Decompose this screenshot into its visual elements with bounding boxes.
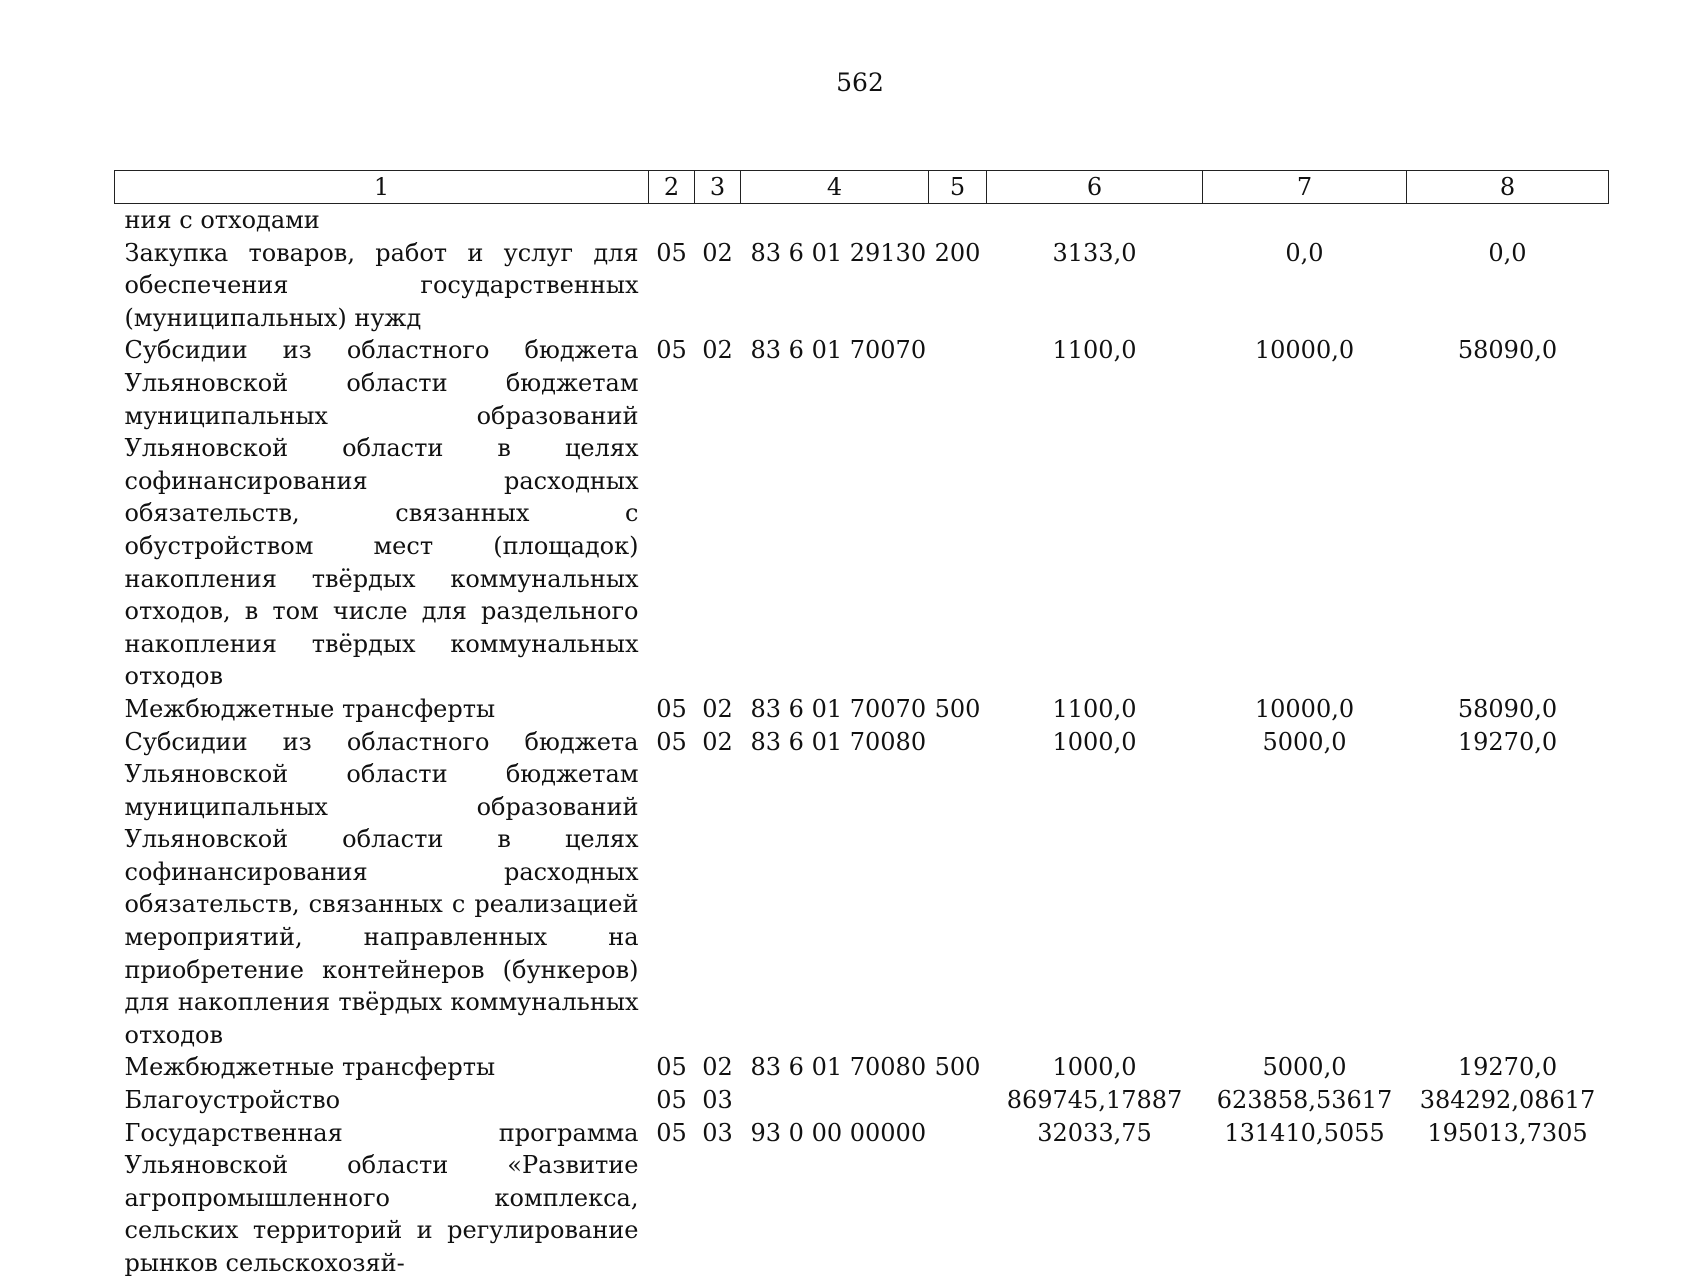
- row-amount-7: 0,0: [1285, 238, 1324, 267]
- row-target-code: 83 6 01 70070: [750, 694, 927, 723]
- row-amount-8: 0,0: [1488, 238, 1527, 267]
- row-amount-7: 5000,0: [1262, 727, 1347, 756]
- row-name: Субсидии из областного бюджета Ульяновской области бюджетам муниципальных образований Ульяновской области в целях софинансирования расходных обязательств, связанных с реализацией мероприятий, направленных на приобретение контейнеров (бункеров) для накопления твёрдых коммунальных отходов: [124, 727, 639, 1049]
- header-cell-1: 1: [115, 171, 649, 204]
- row-expense-type: 500: [934, 1053, 981, 1082]
- row-target-code: 83 6 01 70070: [750, 336, 927, 365]
- row-section: 05: [656, 238, 687, 267]
- table-row: [115, 1117, 1609, 1280]
- table-header: [115, 171, 1609, 204]
- row-target-code: 83 6 01 70080: [750, 1053, 927, 1082]
- row-amount-8: 58090,0: [1457, 694, 1558, 723]
- row-name: Благоустройство: [124, 1086, 341, 1115]
- row-section: 05: [656, 1053, 687, 1082]
- row-name: Закупка товаров, работ и услуг для обеспечения государственных (муниципальных) нужд: [124, 238, 639, 332]
- budget-table: [114, 170, 1609, 1280]
- row-amount-8: [1407, 204, 1609, 237]
- row-name: Государственная программа Ульяновской области «Развитие агропромышленного комплекса, сельских территорий и регулирование рынков сельскохозяй-: [124, 1118, 639, 1277]
- row-amount-8: 195013,7305: [1427, 1118, 1588, 1147]
- row-target-code: 83 6 01 29130: [750, 238, 927, 267]
- row-expense-type: [929, 726, 987, 1052]
- row-amount-6: 1000,0: [1052, 1053, 1137, 1082]
- table-body: [115, 204, 1609, 1280]
- header-cell-4: 4: [741, 171, 929, 204]
- row-expense-type: [929, 1117, 987, 1280]
- table-row: [115, 726, 1609, 1052]
- row-name: Субсидии из областного бюджета Ульяновской области бюджетам муниципальных образований Ульяновской области в целях софинансирования расходных обязательств, связанных с обустройством мест (площадок) накопления твёрдых коммунальных отходов, в том числе для раздельного накопления твёрдых коммунальных отходов: [124, 336, 639, 691]
- table-row: [115, 1051, 1609, 1084]
- page-number: 562: [836, 68, 884, 97]
- row-name: Межбюджетные трансферты: [124, 1053, 496, 1082]
- row-name: ния с отходами: [124, 206, 320, 234]
- row-subsection: 02: [702, 336, 733, 365]
- row-subsection: 02: [702, 727, 733, 756]
- row-subsection: 03: [702, 1086, 733, 1115]
- row-target-code: [741, 204, 929, 237]
- row-subsection: 02: [702, 694, 733, 723]
- row-amount-6: 1100,0: [1052, 694, 1137, 723]
- row-amount-6: [987, 204, 1203, 237]
- row-section: 05: [656, 727, 687, 756]
- row-amount-6: 869745,17887: [1006, 1086, 1183, 1115]
- table-row: [115, 1084, 1609, 1117]
- row-amount-8: 19270,0: [1457, 727, 1558, 756]
- header-cell-3: 3: [695, 171, 741, 204]
- row-amount-8: 384292,08617: [1419, 1086, 1596, 1115]
- header-cell-2: 2: [649, 171, 695, 204]
- row-amount-8: 58090,0: [1457, 336, 1558, 365]
- header-cell-8: 8: [1407, 171, 1609, 204]
- header-row: [115, 171, 1609, 204]
- header-cell-6: 6: [987, 171, 1203, 204]
- table-row: [115, 204, 1609, 237]
- header-cell-7: 7: [1203, 171, 1407, 204]
- row-target-code: 83 6 01 70080: [750, 727, 927, 756]
- row-amount-8: 19270,0: [1457, 1053, 1558, 1082]
- row-amount-7: 623858,53617: [1216, 1086, 1393, 1115]
- row-expense-type: [929, 1084, 987, 1117]
- row-amount-7: [1203, 204, 1407, 237]
- row-amount-6: 1100,0: [1052, 336, 1137, 365]
- row-subsection: 02: [702, 1053, 733, 1082]
- row-section: [649, 204, 695, 237]
- row-section: 05: [656, 1086, 687, 1115]
- row-subsection: 02: [702, 238, 733, 267]
- row-section: 05: [656, 336, 687, 365]
- row-target-code: 93 0 00 00000: [750, 1118, 927, 1147]
- row-name: Межбюджетные трансферты: [124, 694, 496, 723]
- row-amount-7: 131410,5055: [1224, 1118, 1385, 1147]
- row-expense-type: 500: [934, 694, 981, 723]
- row-amount-6: 32033,75: [1037, 1118, 1152, 1147]
- row-amount-6: 1000,0: [1052, 727, 1137, 756]
- header-cell-5: 5: [929, 171, 987, 204]
- row-amount-7: 10000,0: [1254, 336, 1355, 365]
- table-row: [115, 334, 1609, 693]
- row-amount-7: 10000,0: [1254, 694, 1355, 723]
- row-expense-type: [929, 334, 987, 693]
- table-row: [115, 237, 1609, 335]
- row-expense-type: 200: [934, 238, 981, 267]
- row-amount-7: 5000,0: [1262, 1053, 1347, 1082]
- row-expense-type: [929, 204, 987, 237]
- row-section: 05: [656, 694, 687, 723]
- table-row: [115, 693, 1609, 726]
- row-section: 05: [656, 1118, 687, 1147]
- row-subsection: 03: [702, 1118, 733, 1147]
- row-amount-6: 3133,0: [1052, 238, 1137, 267]
- row-target-code: [741, 1084, 929, 1117]
- row-subsection: [695, 204, 741, 237]
